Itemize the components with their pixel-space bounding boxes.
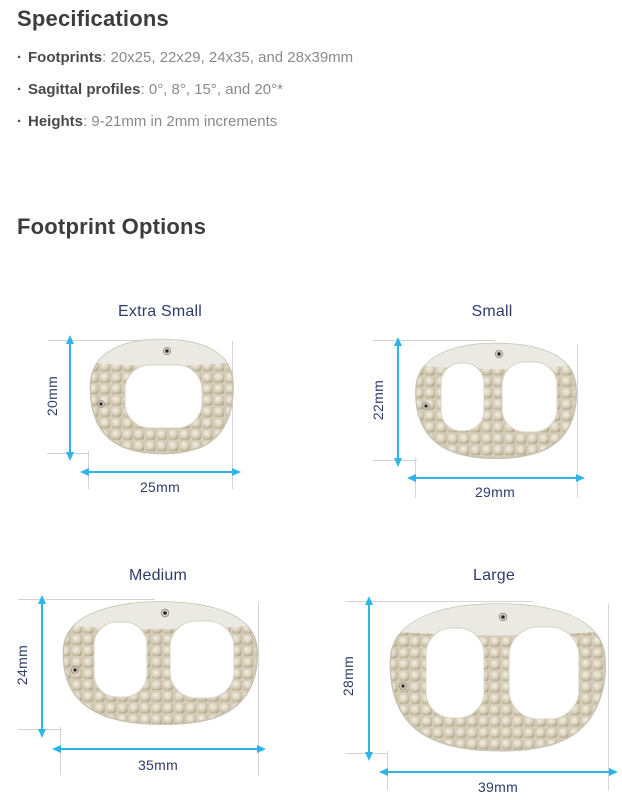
implant-image-large — [387, 602, 608, 754]
extension-line — [373, 460, 417, 461]
specifications-title: Specifications — [17, 6, 169, 31]
implant-image-extra-small — [88, 338, 235, 455]
spec-term: Footprints — [28, 49, 103, 66]
width-dimension-label: 39mm — [477, 779, 519, 795]
horizontal-dimension-arrow — [60, 748, 258, 750]
bullet-dot: · — [17, 113, 22, 130]
extension-line — [577, 344, 578, 498]
height-dimension-label: 28mm — [340, 655, 356, 697]
extension-line — [18, 729, 62, 730]
height-dimension-label: 22mm — [370, 379, 386, 421]
implant-image-small — [413, 342, 578, 460]
footprint-options-title: Footprint Options — [17, 214, 207, 239]
width-dimension-label: 29mm — [474, 484, 516, 500]
footprint-label: Medium — [128, 567, 188, 584]
footprint-label: Large — [473, 567, 515, 584]
extension-line — [373, 340, 495, 341]
horizontal-dimension-arrow — [415, 477, 577, 479]
horizontal-dimension-arrow — [387, 771, 610, 773]
spec-term: Sagittal profiles — [28, 81, 141, 98]
vertical-dimension-arrow — [69, 343, 71, 453]
spec-value: : 20x25, 22x29, 24x35, and 28x39mm — [102, 49, 354, 66]
extension-line — [345, 753, 388, 754]
extension-line — [232, 341, 233, 489]
spec-value: : 0°, 8°, 15°, and 20°* — [140, 81, 283, 98]
extension-line — [18, 599, 155, 600]
height-dimension-label: 24mm — [14, 644, 30, 686]
vertical-dimension-arrow — [41, 603, 43, 730]
footprint-label: Extra Small — [118, 303, 202, 320]
width-dimension-label: 25mm — [139, 479, 181, 495]
extension-line — [345, 601, 533, 602]
spec-item-footprints — [17, 48, 353, 68]
extension-line — [47, 453, 88, 454]
spec-value: : 9-21mm in 2mm increments — [83, 113, 278, 130]
extension-line — [48, 340, 166, 341]
bullet-dot: · — [17, 81, 22, 98]
extension-line — [258, 602, 259, 775]
extension-line — [60, 727, 61, 775]
spec-item-heights — [17, 112, 277, 132]
height-dimension-label: 20mm — [44, 375, 60, 417]
extension-line — [415, 458, 416, 498]
vertical-dimension-arrow — [397, 345, 399, 459]
spec-item-sagittal-profiles — [17, 80, 283, 100]
extension-line — [608, 604, 609, 790]
extension-line — [387, 751, 388, 790]
bullet-dot: · — [17, 49, 22, 66]
horizontal-dimension-arrow — [88, 471, 233, 473]
spec-term: Heights — [28, 113, 84, 130]
vertical-dimension-arrow — [368, 604, 370, 753]
implant-image-medium — [60, 600, 260, 727]
width-dimension-label: 35mm — [137, 757, 179, 773]
footprint-label: Small — [471, 303, 513, 320]
extension-line — [88, 451, 89, 489]
